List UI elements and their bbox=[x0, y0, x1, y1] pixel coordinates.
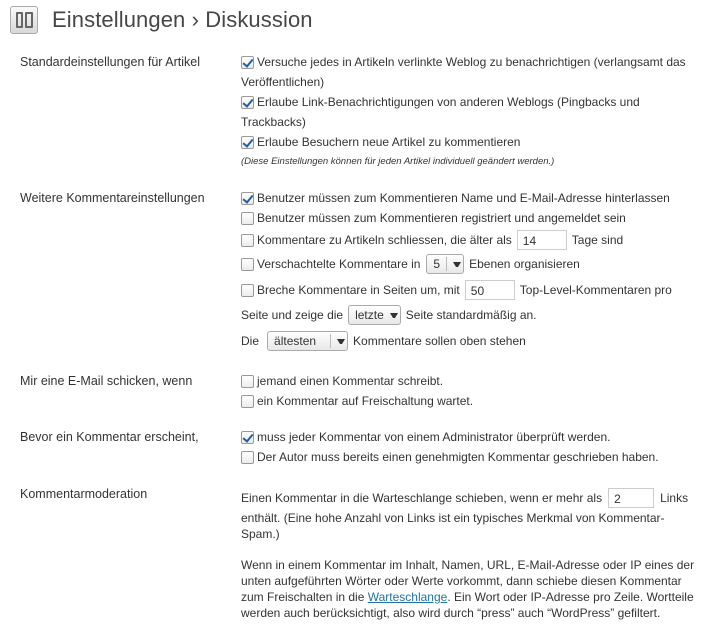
require-registration-checkbox[interactable] bbox=[241, 212, 254, 225]
default-page-prefix: Seite und zeige die bbox=[241, 308, 344, 322]
comment-order-row bbox=[241, 332, 526, 350]
section-label-moderation: Kommentarmoderation bbox=[20, 487, 148, 501]
checkbox-row-admin-approval[interactable]: muss jeder Kommentar von einem Administrator überprüft werden. bbox=[241, 428, 611, 446]
checkbox-row-close-comments[interactable]: Kommentare zu Artikeln schliessen, die älter als 14 Tage sind bbox=[241, 231, 623, 249]
moderation-keys-line3-suffix: . Ein Wort oder IP-Adresse pro Zeile. Wortteile bbox=[447, 590, 694, 604]
close-comments-days-input[interactable]: 14 bbox=[517, 230, 567, 250]
thread-depth-suffix: Ebenen organisieren bbox=[469, 257, 580, 271]
section-label-weitere: Weitere Kommentareinstellungen bbox=[20, 191, 205, 205]
default-page-value: letzte bbox=[355, 308, 384, 322]
checkbox-row-previously-approved[interactable]: Der Autor muss bereits einen genehmigten Kommentar geschrieben haben. bbox=[241, 448, 659, 466]
thread-depth-value: 5 bbox=[433, 257, 441, 271]
chevron-down-icon bbox=[453, 262, 461, 267]
moderation-links-prefix: Einen Kommentar in die Warteschlange schieben, wenn er mehr als bbox=[241, 491, 603, 505]
checkbox-row-threaded-comments[interactable]: Verschachtelte Kommentare in 5 Ebenen organisieren bbox=[241, 255, 580, 273]
require-name-email-checkbox[interactable] bbox=[241, 192, 254, 205]
moderation-queue-link[interactable]: Warteschlange bbox=[367, 590, 448, 604]
comment-order-select[interactable] bbox=[267, 331, 348, 351]
checkbox-row-email-new-comment[interactable]: jemand einen Kommentar schreibt. bbox=[241, 372, 443, 390]
email-moderation-checkbox[interactable] bbox=[241, 395, 254, 408]
standard-settings-note: (Diese Einstellungen können für jeden Artikel individuell geändert werden.) bbox=[241, 156, 555, 167]
allow-pingbacks-label-cont: Trackbacks) bbox=[241, 115, 306, 129]
email-new-comment-checkbox[interactable] bbox=[241, 375, 254, 388]
select-divider bbox=[330, 334, 331, 348]
allow-pingbacks-checkbox[interactable] bbox=[241, 96, 254, 109]
moderation-keys-line1: Wenn in einem Kommentar im Inhalt, Namen, URL, E-Mail-Adresse oder IP eines der bbox=[241, 558, 695, 572]
moderation-keys-line4: werden auch berücksichtigt, also wird durch “press” auch “WordPress” gefiltert. bbox=[241, 606, 661, 620]
admin-approval-checkbox[interactable] bbox=[241, 431, 254, 444]
moderation-keys-line2: unten aufgeführten Wörter oder Werte vorkommt, dann schiebe diesen Kommentar bbox=[241, 574, 682, 588]
pingback-notify-label-cont: Veröffentlichen) bbox=[241, 75, 325, 89]
chevron-down-icon bbox=[390, 313, 398, 318]
paginate-comments-checkbox[interactable] bbox=[241, 284, 254, 297]
settings-page-icon bbox=[10, 6, 38, 34]
comments-per-page-input[interactable]: 50 bbox=[465, 280, 515, 300]
moderation-links-row bbox=[241, 489, 688, 507]
moderation-links-suffix: Links bbox=[660, 491, 689, 505]
section-label-standard: Standardeinstellungen für Artikel bbox=[20, 55, 200, 69]
chevron-down-icon bbox=[337, 339, 345, 344]
checkbox-row-email-moderation[interactable]: ein Kommentar auf Freischaltung wartet. bbox=[241, 392, 473, 410]
page-header bbox=[10, 4, 313, 36]
section-label-email: Mir eine E-Mail schicken, wenn bbox=[20, 374, 193, 388]
moderation-links-line3: Spam.) bbox=[241, 527, 280, 541]
previously-approved-checkbox[interactable] bbox=[241, 451, 254, 464]
default-page-suffix: Seite standardmäßig an. bbox=[405, 308, 537, 322]
checkbox-row-paginate-comments[interactable]: Breche Kommentare in Seiten um, mit 50 Top-Level-Kommentaren pro bbox=[241, 281, 672, 299]
checkbox-row-require-name-email[interactable]: Benutzer müssen zum Kommentieren Name und E-Mail-Adresse hinterlassen bbox=[241, 189, 670, 207]
thread-depth-select[interactable] bbox=[426, 254, 464, 274]
section-label-bevor: Bevor ein Kommentar erscheint, bbox=[20, 430, 199, 444]
default-page-select[interactable] bbox=[348, 305, 401, 325]
close-comments-checkbox[interactable] bbox=[241, 234, 254, 247]
pingback-notify-checkbox[interactable] bbox=[241, 56, 254, 69]
select-divider bbox=[446, 257, 447, 271]
allow-comments-checkbox[interactable] bbox=[241, 136, 254, 149]
moderation-keys-line3 bbox=[241, 589, 694, 605]
comment-order-value: ältesten bbox=[274, 334, 317, 348]
moderation-links-line2: enthält. (Eine hohe Anzahl von Links ist ein typisches Merkmal von Kommentar- bbox=[241, 511, 665, 525]
comment-order-prefix: Die bbox=[241, 334, 260, 348]
default-page-row bbox=[241, 306, 537, 324]
comments-per-page-suffix: Top-Level-Kommentaren pro bbox=[519, 283, 672, 297]
checkbox-row-pingback-notify[interactable]: Versuche jedes in Artikeln verlinkte Weblog zu benachrichtigen (verlangsamt das bbox=[241, 53, 686, 71]
threaded-comments-checkbox[interactable] bbox=[241, 258, 254, 271]
checkbox-row-allow-pingbacks[interactable]: Erlaube Link-Benachrichtigungen von anderen Weblogs (Pingbacks und bbox=[241, 93, 640, 111]
moderation-links-explanation bbox=[241, 510, 665, 542]
checkbox-row-require-registration[interactable]: Benutzer müssen zum Kommentieren registriert und angemeldet sein bbox=[241, 209, 626, 227]
close-comments-days-suffix: Tage sind bbox=[571, 233, 624, 247]
moderation-links-input[interactable]: 2 bbox=[608, 488, 654, 508]
moderation-keys-description bbox=[241, 557, 694, 621]
comment-order-suffix: Kommentare sollen oben stehen bbox=[353, 334, 526, 348]
page-title: Einstellungen › Diskussion bbox=[52, 7, 313, 32]
checkbox-row-allow-comments[interactable]: Erlaube Besuchern neue Artikel zu kommentieren bbox=[241, 133, 520, 151]
moderation-keys-line3-prefix: zum Freischalten in die bbox=[241, 590, 365, 604]
